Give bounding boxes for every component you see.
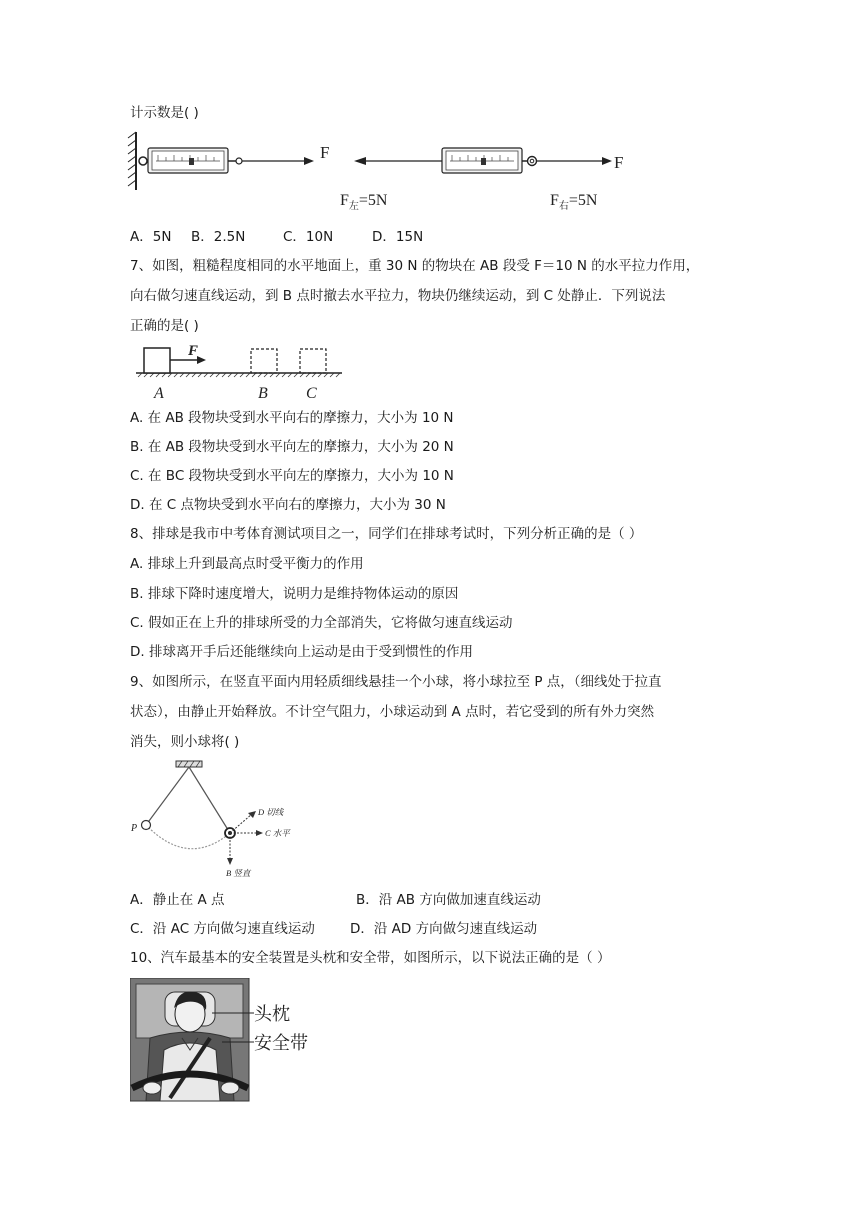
- q7-point-a: A: [154, 385, 164, 402]
- q9-option-d: D．沿 AD 方向做匀速直线运动: [350, 921, 538, 937]
- q7-block-figure: [134, 340, 346, 402]
- q6-f-left-sub: 左: [348, 201, 359, 212]
- q6-force-f: F: [320, 143, 330, 162]
- q7-option-d: D. 在 C 点物块受到水平向右的摩擦力，大小为 30 N: [130, 497, 446, 513]
- q6-spring-scale-figure: [126, 128, 636, 214]
- svg-text:F右=5N: [550, 192, 598, 212]
- q9-point-p: P: [131, 823, 138, 834]
- q6-force-f-right-arrow: F: [614, 153, 624, 172]
- q6-option-a: A．5N: [130, 229, 172, 245]
- q10-driver-illustration: [130, 978, 330, 1102]
- q7-line-1: 7、如图，粗糙程度相同的水平地面上，重 30 N 的物块在 AB 段受 F＝10 N 的水平拉力作用，: [130, 258, 700, 274]
- q9-option-c: C．沿 AC 方向做匀速直线运动: [130, 921, 315, 937]
- q8-option-c: C. 假如正在上升的排球所受的力全部消失，它将做匀速直线运动: [130, 615, 513, 631]
- q6-option-c: C．10N: [283, 229, 334, 245]
- q7-point-b: B: [258, 385, 268, 402]
- q10-seatbelt-label: 安全带: [254, 1033, 308, 1053]
- q7-line-2: 向右做匀速直线运动，到 B 点时撤去水平拉力，物块仍继续运动，到 C 处静止．下列说法: [130, 288, 666, 304]
- q7-force-label: F: [188, 343, 199, 359]
- q6-f-left-symbol: F: [340, 192, 349, 209]
- q9-line-3: 消失，则小球将( ): [130, 734, 240, 750]
- q8-line-1: 8、排球是我市中考体育测试项目之一，同学们在排球考试时，下列分析正确的是（ ）: [130, 526, 643, 542]
- q9-direction-c: C 水平: [265, 828, 290, 838]
- q9-direction-d: D 切线: [258, 807, 284, 817]
- q9-option-b: B．沿 AB 方向做加速直线运动: [356, 892, 541, 908]
- q9-option-a: A．静止在 A 点: [130, 892, 225, 908]
- q6-option-d: D．15N: [372, 229, 424, 245]
- q6-f-right-value: =5N: [568, 192, 598, 209]
- q7-option-c: C. 在 BC 段物块受到水平向左的摩擦力，大小为 10 N: [130, 468, 454, 484]
- q9-line-1: 9、如图所示，在竖直平面内用轻质细线悬挂一个小球，将小球拉至 P 点，（细线处于拉直: [130, 674, 662, 690]
- q9-pendulum-figure: [128, 758, 308, 880]
- q8-option-b: B. 排球下降时速度增大，说明力是维持物体运动的原因: [130, 586, 459, 602]
- q6-f-right-sub: 右: [558, 201, 569, 212]
- q8-option-d: D. 排球离开手后还能继续向上运动是由于受到惯性的作用: [130, 644, 473, 660]
- q7-option-b: B. 在 AB 段物块受到水平向左的摩擦力，大小为 20 N: [130, 439, 454, 455]
- svg-text:F左=5N: [340, 192, 388, 212]
- q7-point-c: C: [306, 385, 317, 402]
- q10-headrest-label: 头枕: [254, 1004, 290, 1024]
- q6-option-b: B．2.5N: [191, 229, 246, 245]
- q6-f-right-symbol: F: [550, 192, 559, 209]
- q8-option-a: A. 排球上升到最高点时受平衡力的作用: [130, 556, 364, 572]
- q9-direction-b: B 竖直: [226, 868, 251, 878]
- q10-line-1: 10、汽车最基本的安全装置是头枕和安全带，如图所示，以下说法正确的是（ ）: [130, 950, 611, 966]
- q9-line-2: 状态），由静止开始释放。不计空气阻力，小球运动到 A 点时，若它受到的所有外力突然: [130, 704, 655, 720]
- q7-option-a: A. 在 AB 段物块受到水平向右的摩擦力，大小为 10 N: [130, 410, 454, 426]
- q6-stem-tail: 计示数是( ): [130, 105, 199, 121]
- q7-line-3: 正确的是( ): [130, 318, 199, 334]
- q6-f-left-value: =5N: [358, 192, 388, 209]
